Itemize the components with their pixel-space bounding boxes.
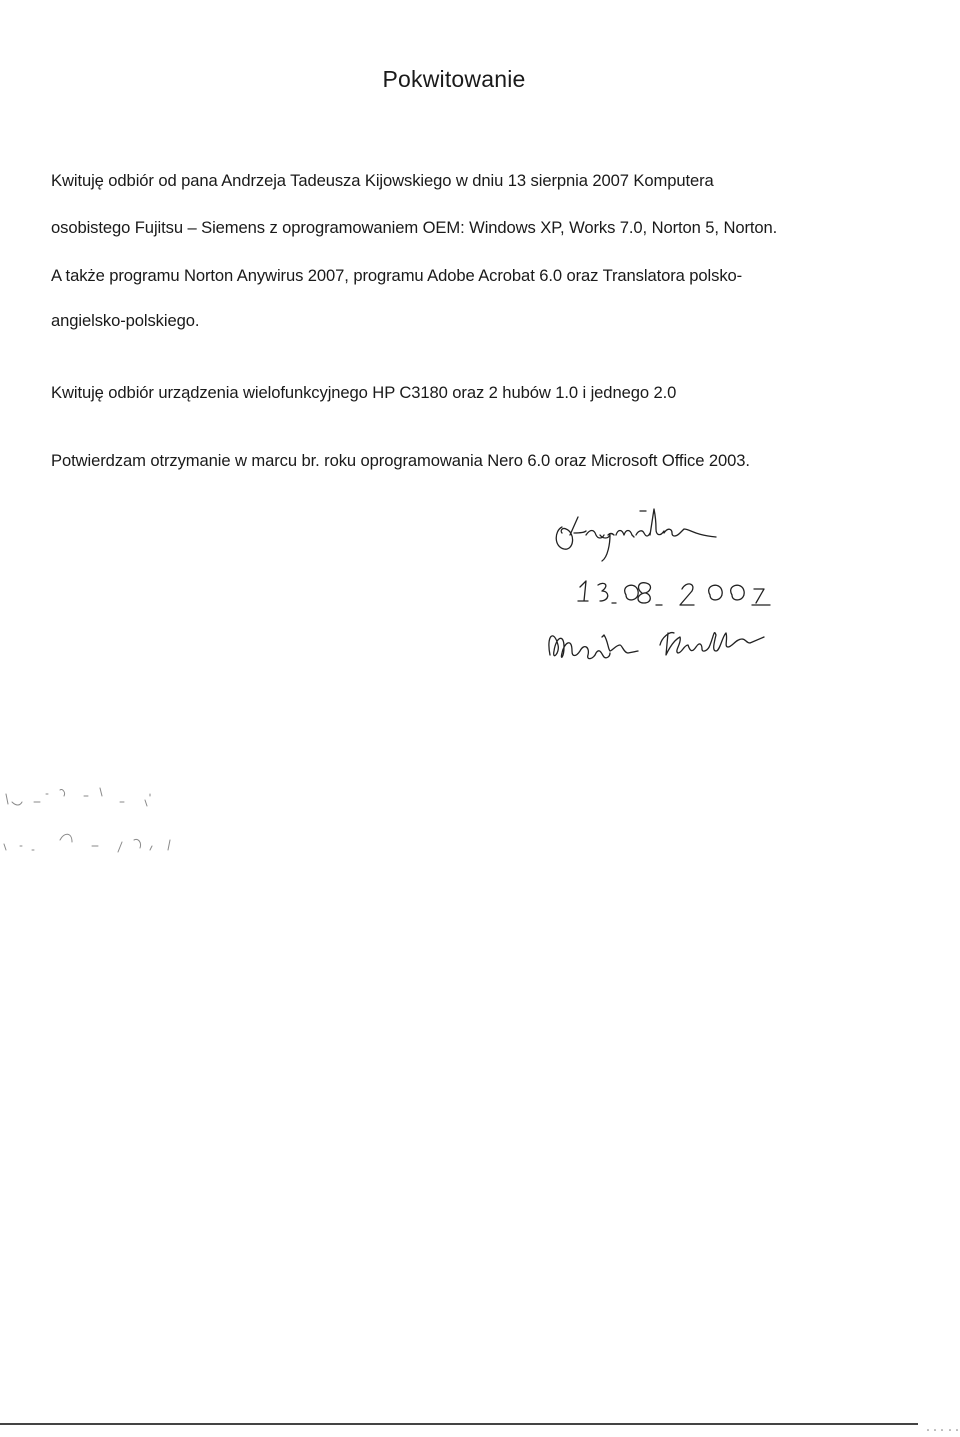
bottom-scan-edge — [0, 1423, 918, 1425]
handwritten-signature-drawing — [540, 505, 840, 695]
paragraph-line-3: A także programu Norton Anywirus 2007, programu Adobe Acrobat 6.0 oraz Translatora polsko- — [51, 266, 743, 285]
faint-ink-marks — [0, 780, 200, 860]
paragraph-line-4: angielsko-polskiego. — [51, 311, 200, 330]
handwriting-signature — [549, 633, 764, 659]
paragraph-line-1: Kwituję odbiór od pana Andrzeja Tadeusza Kijowskiego w dniu 13 sierpnia 2007 Komputera — [51, 171, 714, 190]
handwriting-received — [556, 509, 716, 561]
paragraph-line-2: osobistego Fujitsu – Siemens z oprogramowaniem OEM: Windows XP, Works 7.0, Norton 5, Norton. — [51, 218, 778, 237]
device-receipt-line: Kwituję odbiór urządzenia wielofunkcyjnego HP C3180 oraz 2 hubów 1.0 i jednego 2.0 — [51, 383, 677, 402]
document-title: Pokwitowanie — [382, 66, 526, 92]
software-confirmation-line: Potwierdzam otrzymanie w marcu br. roku oprogramowania Nero 6.0 oraz Microsoft Office 2003. — [51, 451, 750, 470]
handwriting-date — [578, 581, 770, 605]
scan-noise — [926, 1419, 960, 1425]
handwritten-signature-block — [540, 505, 840, 695]
